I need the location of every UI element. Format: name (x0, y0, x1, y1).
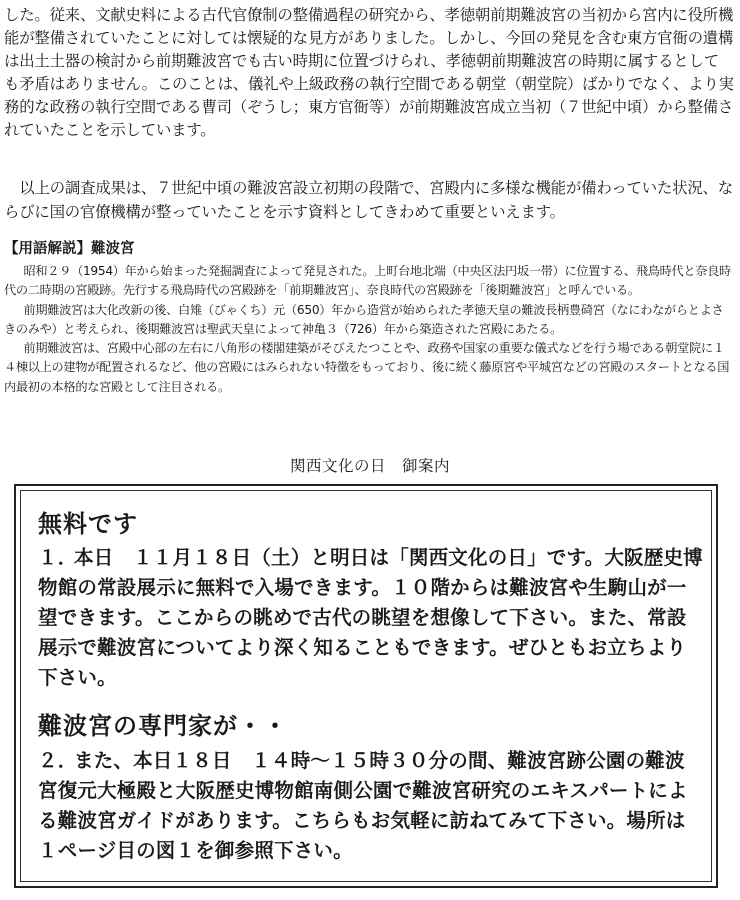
free-admission-title: 無料です (38, 509, 138, 538)
notice-box (14, 484, 718, 888)
expert-guide-text: また、本日１８日 １４時～１５時３０分の間、難波宮跡公園の難波宮復元大極殿と大阪歴史博物館南側公園で難波宮研究のエキスパートによる難波宮ガイドがあります。こちらもお気軽に訪ねてみて下さい。場所は１ページ目の図１を御参照下さい。 (38, 749, 688, 862)
glossary-paragraph-3: 前期難波宮は、宮殿中心部の左右に八角形の楼閣建築がそびえたつことや、政務や国家の重要な儀式などを行う場である朝堂院に１４棟以上の建物が配置されるなど、他の宮殿にはみられない特徴をもっており、後に続く藤原宮や平城宮などの宮殿のスタートとなる国内最初の本格的な宮殿として注目される。 (4, 341, 730, 394)
intro-section (4, 4, 734, 142)
glossary-title: 【用語解説】難波宮 (4, 241, 135, 257)
expert-guide-number: ２． (38, 749, 78, 772)
summary-section (4, 176, 734, 224)
intro-paragraph: した。従来、文献史料による古代官僚制の整備過程の研究から、孝徳朝前期難波宮の当初から宮内に役所機能が整備されていたことに対しては懐疑的な見方がありました。しかし、今回の発見を含む東方官衙の遺構は出土土器の検討から前期難波宮でも古い時期に位置づけられ、孝徳朝前期難波宮の時期に属するとしても矛盾はありません。このことは、儀礼や上級政務の執行空間である朝堂（朝堂院）ばかりでなく、より実務的な政務の執行空間である曹司（ぞうし；東方官衙等）が前期難波宮成立当初（７世紀中頃）から整備されていたことを示しています。 (4, 6, 734, 139)
expert-guide-title: 難波宮の専門家が・・ (38, 711, 288, 740)
expert-guide-body (38, 746, 704, 866)
free-admission-body (38, 543, 704, 693)
glossary-paragraph-2: 前期難波宮は大化改新の後、白雉（びゃくち）元（650）年から造営が始められた孝徳天皇の難波長柄豊碕宮（なにわながらとよさきのみや）と考えられ、後期難波宮は聖武天皇によって神亀３（726）年から築造された宮殿にあたる。 (4, 302, 724, 336)
summary-paragraph: 以上の調査成果は、７世紀中頃の難波宮設立初期の段階で、宮殿内に多様な機能が備わっていた状況、ならびに国の官僚機構が整っていたことを示す資料としてきわめて重要といえます。 (4, 179, 733, 221)
free-admission-text: 本日 １１月１８日（土）と明日は「関西文化の日」です。大阪歴史博物館の常設展示に無料で入場できます。１０階からは難波宮や生駒山が一望できます。ここからの眺めで古代の眺望を想像して下さい。また、常設展示で難波宮についてより深く知ることもできます。ぜひともお立ちより下さい。 (38, 546, 703, 689)
glossary-paragraph-1: 昭和２９（1954）年から始まった発掘調査によって発見された。上町台地北端（中央区法円坂一帯）に位置する、飛鳥時代と奈良時代の二時期の宮殿跡。先行する飛鳥時代の宮殿跡を「前期難波宮」、奈良時代の宮殿跡を「後期難波宮」と呼んでいる。 (4, 264, 731, 298)
glossary-section (4, 262, 734, 397)
guide-heading: 関西文化の日 御案内 (289, 457, 450, 475)
free-admission-number: １． (38, 546, 78, 569)
